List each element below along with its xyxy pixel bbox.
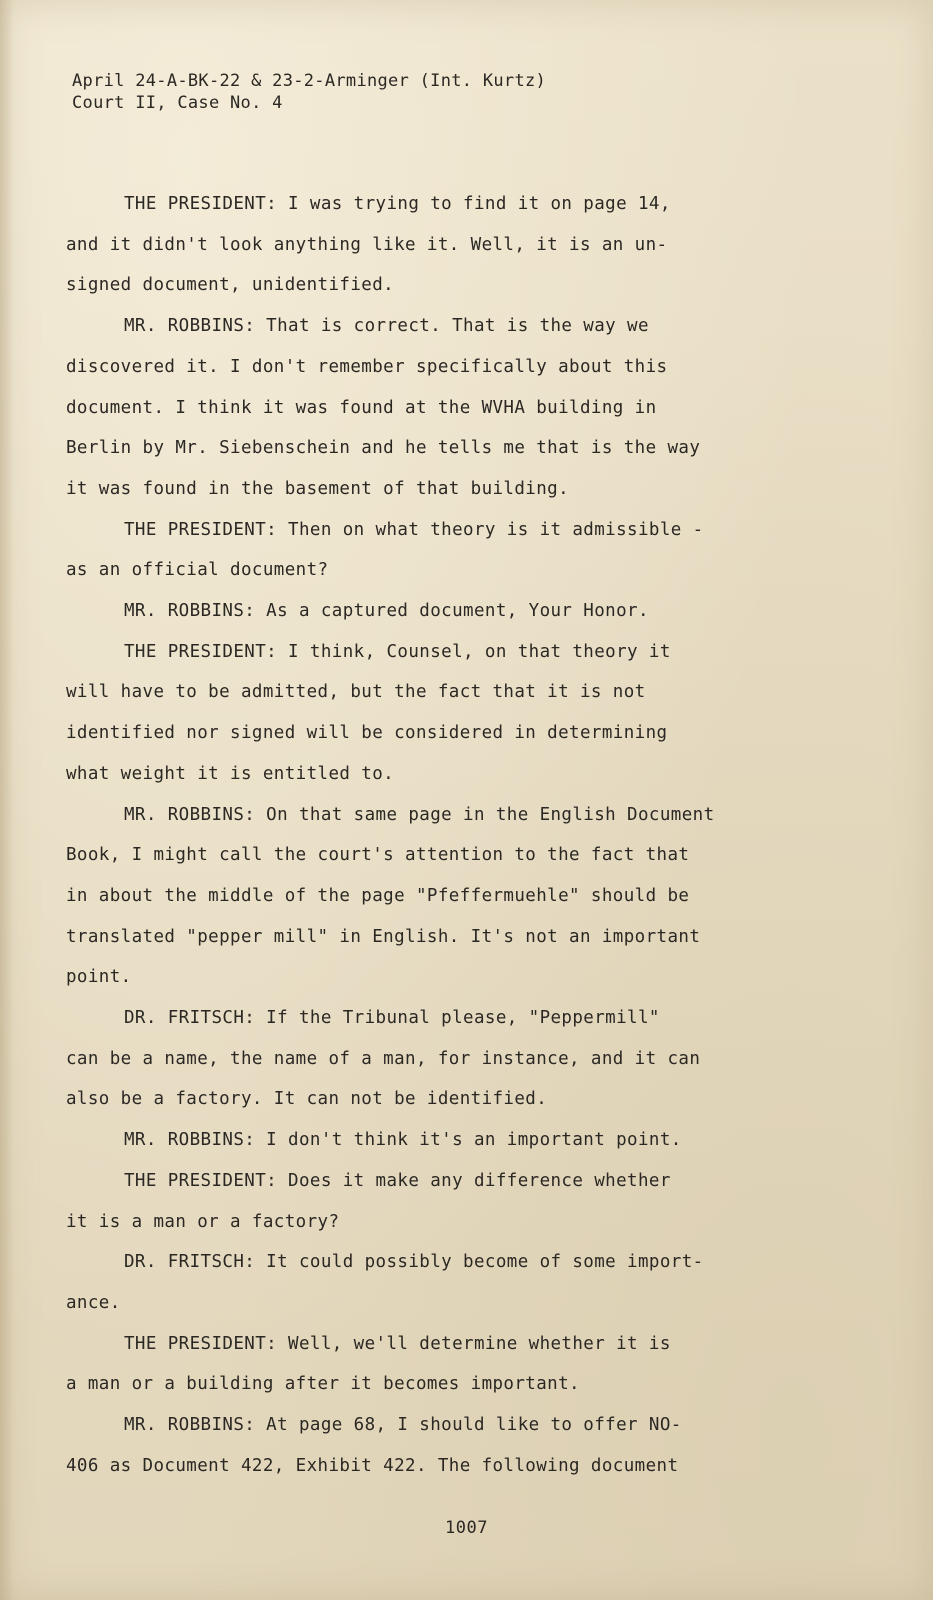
line-text: MR. ROBBINS: On that same page in the English Document bbox=[124, 804, 715, 825]
transcript-line bbox=[66, 1202, 866, 1243]
transcript-line bbox=[66, 998, 866, 1039]
line-text: a man or a building after it becomes important. bbox=[66, 1374, 580, 1395]
line-text: translated "pepper mill" in English. It's not an important bbox=[66, 926, 701, 947]
line-text: ance. bbox=[66, 1292, 121, 1313]
transcript-line bbox=[66, 917, 866, 958]
line-text: it is a man or a factory? bbox=[66, 1211, 340, 1232]
transcript-line bbox=[66, 713, 866, 754]
header-line-court: Court II, Case No. 4 bbox=[72, 93, 283, 113]
transcript-line bbox=[66, 469, 866, 510]
transcript-line bbox=[66, 225, 866, 266]
line-text: document. I think it was found at the WVHA building in bbox=[66, 397, 657, 418]
transcript-line bbox=[66, 876, 866, 917]
transcript-line bbox=[66, 1161, 866, 1202]
transcript-line bbox=[66, 1039, 866, 1080]
line-text: also be a factory. It can not be identified. bbox=[66, 1089, 548, 1110]
transcript-line bbox=[66, 550, 866, 591]
transcript-line bbox=[66, 388, 866, 429]
line-text: identified nor signed will be considered in determining bbox=[66, 723, 668, 744]
line-text: in about the middle of the page "Pfeffermuehle" should be bbox=[66, 885, 690, 906]
line-text: THE PRESIDENT: Then on what theory is it admissible - bbox=[124, 519, 704, 540]
transcript-line bbox=[66, 957, 866, 998]
transcript-line bbox=[66, 428, 866, 469]
line-text: MR. ROBBINS: As a captured document, Your Honor. bbox=[124, 601, 649, 622]
transcript-line bbox=[66, 795, 866, 836]
transcript-body bbox=[66, 184, 866, 1487]
transcript-line bbox=[66, 754, 866, 795]
transcript-line bbox=[66, 184, 866, 225]
transcript-line bbox=[66, 1120, 866, 1161]
line-text: what weight it is entitled to. bbox=[66, 763, 395, 784]
line-text: Book, I might call the court's attention to the fact that bbox=[66, 845, 690, 866]
transcript-line bbox=[66, 632, 866, 673]
line-text: as an official document? bbox=[66, 560, 329, 581]
document-header bbox=[72, 70, 546, 114]
transcript-line bbox=[66, 306, 866, 347]
transcript-line bbox=[66, 672, 866, 713]
transcript-line bbox=[66, 1283, 866, 1324]
line-text: DR. FRITSCH: It could possibly become of some import- bbox=[124, 1252, 704, 1273]
transcript-line bbox=[66, 1079, 866, 1120]
page-edge-shadow bbox=[0, 0, 14, 1600]
line-text: Berlin by Mr. Siebenschein and he tells me that is the way bbox=[66, 438, 701, 459]
line-text: point. bbox=[66, 967, 132, 988]
transcript-line bbox=[66, 1405, 866, 1446]
transcript-line bbox=[66, 1364, 866, 1405]
line-text: THE PRESIDENT: Well, we'll determine whether it is bbox=[124, 1333, 671, 1354]
line-text: can be a name, the name of a man, for instance, and it can bbox=[66, 1048, 701, 1069]
line-text: MR. ROBBINS: That is correct. That is the way we bbox=[124, 316, 649, 337]
line-text: MR. ROBBINS: At page 68, I should like to offer NO- bbox=[124, 1415, 682, 1436]
transcript-line bbox=[66, 265, 866, 306]
line-text: will have to be admitted, but the fact that it is not bbox=[66, 682, 646, 703]
transcript-line bbox=[66, 1446, 866, 1487]
line-text: DR. FRITSCH: If the Tribunal please, "Peppermill" bbox=[124, 1008, 660, 1029]
transcript-line bbox=[66, 1242, 866, 1283]
page-number: 1007 bbox=[445, 1518, 488, 1538]
transcript-line bbox=[66, 591, 866, 632]
transcript-line bbox=[66, 510, 866, 551]
line-text: signed document, unidentified. bbox=[66, 275, 395, 296]
line-text: discovered it. I don't remember specifically about this bbox=[66, 356, 668, 377]
line-text: 406 as Document 422, Exhibit 422. The following document bbox=[66, 1455, 679, 1476]
transcript-line bbox=[66, 835, 866, 876]
transcript-line bbox=[66, 1324, 866, 1365]
line-text: THE PRESIDENT: I was trying to find it on page 14, bbox=[124, 194, 671, 214]
line-text: and it didn't look anything like it. Well, it is an un- bbox=[66, 234, 668, 255]
line-text: MR. ROBBINS: I don't think it's an important point. bbox=[124, 1130, 682, 1151]
transcript-line bbox=[66, 347, 866, 388]
line-text: THE PRESIDENT: Does it make any difference whether bbox=[124, 1170, 671, 1191]
line-text: it was found in the basement of that building. bbox=[66, 478, 570, 499]
line-text: THE PRESIDENT: I think, Counsel, on that theory it bbox=[124, 641, 671, 662]
header-line-session: April 24-A-BK-22 & 23-2-Arminger (Int. Kurtz) bbox=[72, 71, 547, 91]
